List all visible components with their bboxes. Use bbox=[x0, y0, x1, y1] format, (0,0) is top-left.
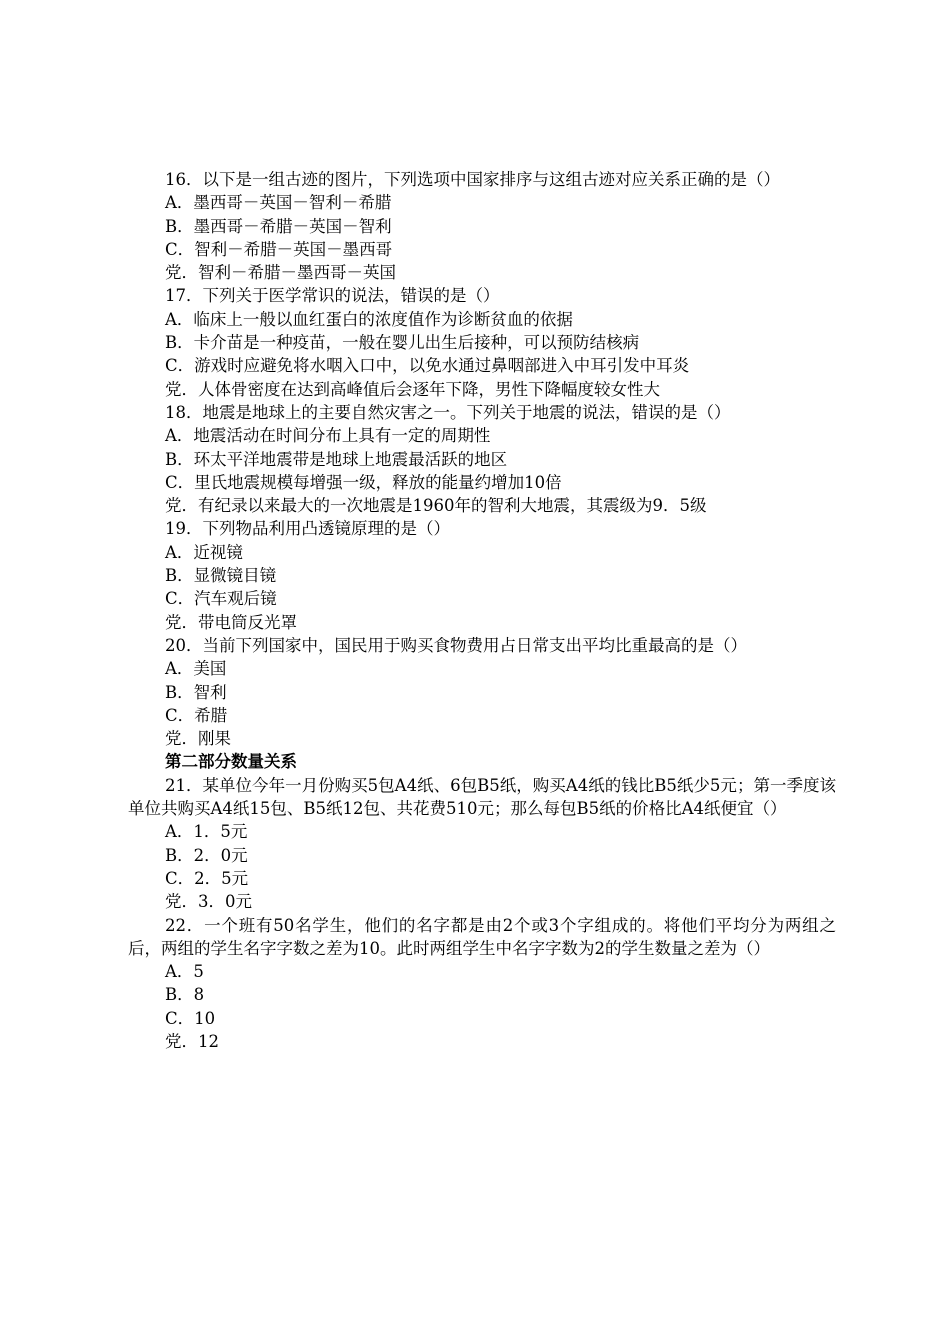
answer-option: B．环太平洋地震带是地球上地震最活跃的地区 bbox=[165, 449, 508, 469]
answer-option: B．墨西哥－希腊－英国－智利 bbox=[165, 216, 392, 236]
question-stem: 20．当前下列国家中，国民用于购买食物费用占日常支出平均比重最高的是（） bbox=[165, 635, 747, 655]
question-stem: 18．地震是地球上的主要自然灾害之一。下列关于地震的说法，错误的是（） bbox=[165, 402, 731, 422]
answer-option: A．5 bbox=[165, 962, 204, 982]
answer-option: 党．3．0元 bbox=[165, 892, 252, 912]
answer-option: A．墨西哥－英国－智利－希腊 bbox=[165, 193, 392, 213]
answer-option: A．地震活动在时间分布上具有一定的周期性 bbox=[165, 426, 491, 446]
answer-option: C．希腊 bbox=[165, 705, 228, 725]
answer-option: C．2．5元 bbox=[165, 868, 249, 888]
answer-option: B．卡介苗是一种疫苗，一般在婴儿出生后接种，可以预防结核病 bbox=[165, 333, 640, 353]
answer-option: 党．人体骨密度在达到高峰值后会逐年下降，男性下降幅度较女性大 bbox=[165, 379, 660, 399]
answer-option: 党．带电筒反光罩 bbox=[165, 612, 297, 632]
document-body bbox=[128, 168, 836, 1053]
answer-option: A．近视镜 bbox=[165, 542, 243, 562]
answer-option: C．汽车观后镜 bbox=[165, 589, 277, 609]
answer-option: A．临床上一般以血红蛋白的浓度值作为诊断贫血的依据 bbox=[165, 309, 573, 329]
answer-option: C．里氏地震规模每增强一级，释放的能量约增加10倍 bbox=[165, 472, 562, 492]
question-stem: 21．某单位今年一月份购买5包A4纸、6包B5纸，购买A4纸的钱比B5纸少5元；第一季度该单位共购买A4纸15包、B5纸12包、共花费510元；那么每包B5纸的价格比A4纸便宜（） bbox=[128, 775, 836, 819]
answer-option: 党．刚果 bbox=[165, 729, 231, 749]
answer-option: B．显微镜目镜 bbox=[165, 566, 277, 586]
answer-option: C．10 bbox=[165, 1008, 216, 1028]
question-stem: 19．下列物品利用凸透镜原理的是（） bbox=[165, 519, 450, 539]
question-stem: 17．下列关于医学常识的说法，错误的是（） bbox=[165, 286, 500, 306]
answer-option: A．美国 bbox=[165, 659, 227, 679]
section-title: 第二部分数量关系 bbox=[165, 752, 297, 772]
answer-option: 党．12 bbox=[165, 1031, 219, 1051]
answer-option: 党．有纪录以来最大的一次地震是1960年的智利大地震，其震级为9．5级 bbox=[165, 496, 707, 516]
question-stem: 22．一个班有50名学生，他们的名字都是由2个或3个字组成的。将他们平均分为两组之后，两组的学生名字字数之差为10。此时两组学生中名字字数为2的学生数量之差为（） bbox=[128, 915, 836, 958]
answer-option: B．8 bbox=[165, 985, 205, 1005]
answer-option: B．智利 bbox=[165, 682, 227, 702]
answer-option: C．游戏时应避免将水咽入口中，以免水通过鼻咽部进入中耳引发中耳炎 bbox=[165, 356, 690, 376]
answer-option: A．1．5元 bbox=[165, 822, 248, 842]
answer-option: 党．智利－希腊－墨西哥－英国 bbox=[165, 263, 396, 283]
question-stem: 16．以下是一组古迹的图片，下列选项中国家排序与这组古迹对应关系正确的是（） bbox=[165, 170, 780, 189]
answer-option: B．2．0元 bbox=[165, 845, 248, 865]
answer-option: C．智利－希腊－英国－墨西哥 bbox=[165, 239, 393, 259]
